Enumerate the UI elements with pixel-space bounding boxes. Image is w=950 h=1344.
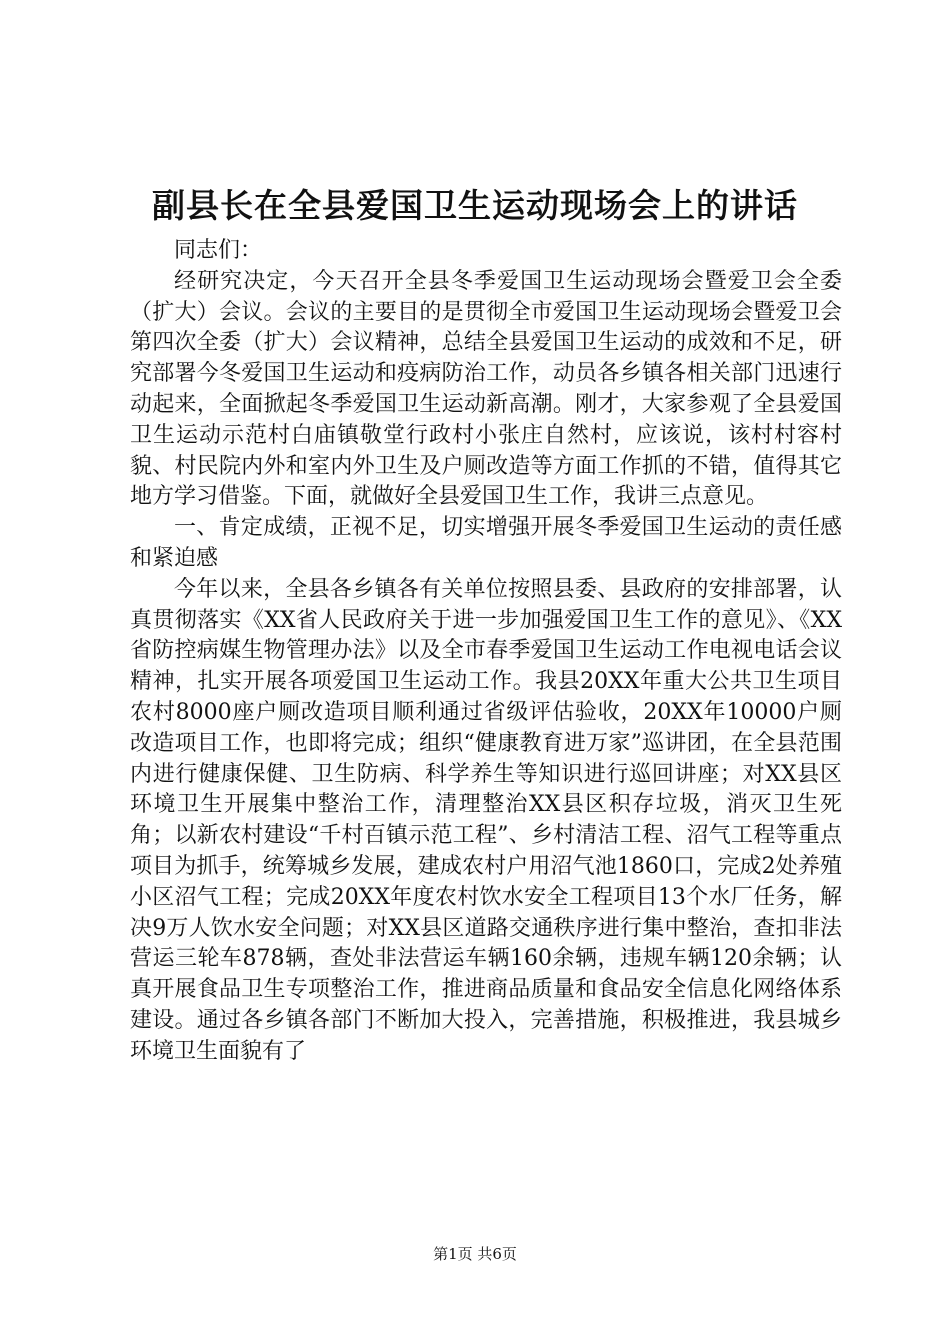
document-title: 副县长在全县爱国卫生运动现场会上的讲话 <box>152 186 798 225</box>
page-number-footer: 第1页 共6页 <box>433 1245 517 1263</box>
paragraph-achievements: 今年以来，全县各乡镇各有关单位按照县委、县政府的安排部署，认真贯彻落实《XX省人民政府关于进一步加强爱国卫生工作的意见》、《XX省防控病媒生物管理办法》以及全市春季爱国卫生运动工作电视电话会议精神，扎实开展各项爱国卫生运动工作。我县20XX年重大公共卫生项目农村8000座户厕改造项目顺利通过省级评估验收，20XX年10000户厕改造项目工作，也即将完成；组织“健康教育进万家”巡讲团，在全县范围内进行健康保健、卫生防病、科学养生等知识进行巡回讲座；对XX县区环境卫生开展集中整治工作，清理整治XX县区积存垃圾，消灭卫生死角；以新农村建设“千村百镇示范工程”、乡村清洁工程、沼气工程等重点项目为抓手，统筹城乡发展，建成农村户用沼气池1860口，完成2处养殖小区沼气工程；完成20XX年度农村饮水安全工程项目13个水厂任务，解决9万人饮水安全问题；对XX县区道路交通秩序进行集中整治，查扣非法营运三轮车878辆，查处非法营运车辆160余辆，违规车辆120余辆；认真开展食品卫生专项整治工作，推进商品质量和食品安全信息化网络体系建设。通过各乡镇各部门不断加大投入，完善措施，积极推进，我县城乡环境卫生面貌有了 <box>130 576 842 1064</box>
greeting-paragraph: 同志们： <box>174 238 263 263</box>
section-heading-1: 一、肯定成绩，正视不足，切实增强开展冬季爱国卫生运动的责任感和紧迫感 <box>130 515 842 571</box>
document-body <box>130 236 842 1068</box>
paragraph-intro: 经研究决定，今天召开全县冬季爱国卫生运动现场会暨爱卫会全委（扩大）会议。会议的主要目的是贯彻全市爱国卫生运动现场会暨爱卫会第四次全委（扩大）会议精神，总结全县爱国卫生运动的成效和不足，研究部署今冬爱国卫生运动和疫病防治工作，动员各乡镇各相关部门迅速行动起来，全面掀起冬季爱国卫生运动新高潮。刚才，大家参观了全县爱国卫生运动示范村白庙镇敬堂行政村小张庄自然村，应该说，该村村容村貌、村民院内外和室内外卫生及户厕改造等方面工作抓的不错，值得其它地方学习借鉴。下面，就做好全县爱国卫生工作，我讲三点意见。 <box>130 268 842 510</box>
